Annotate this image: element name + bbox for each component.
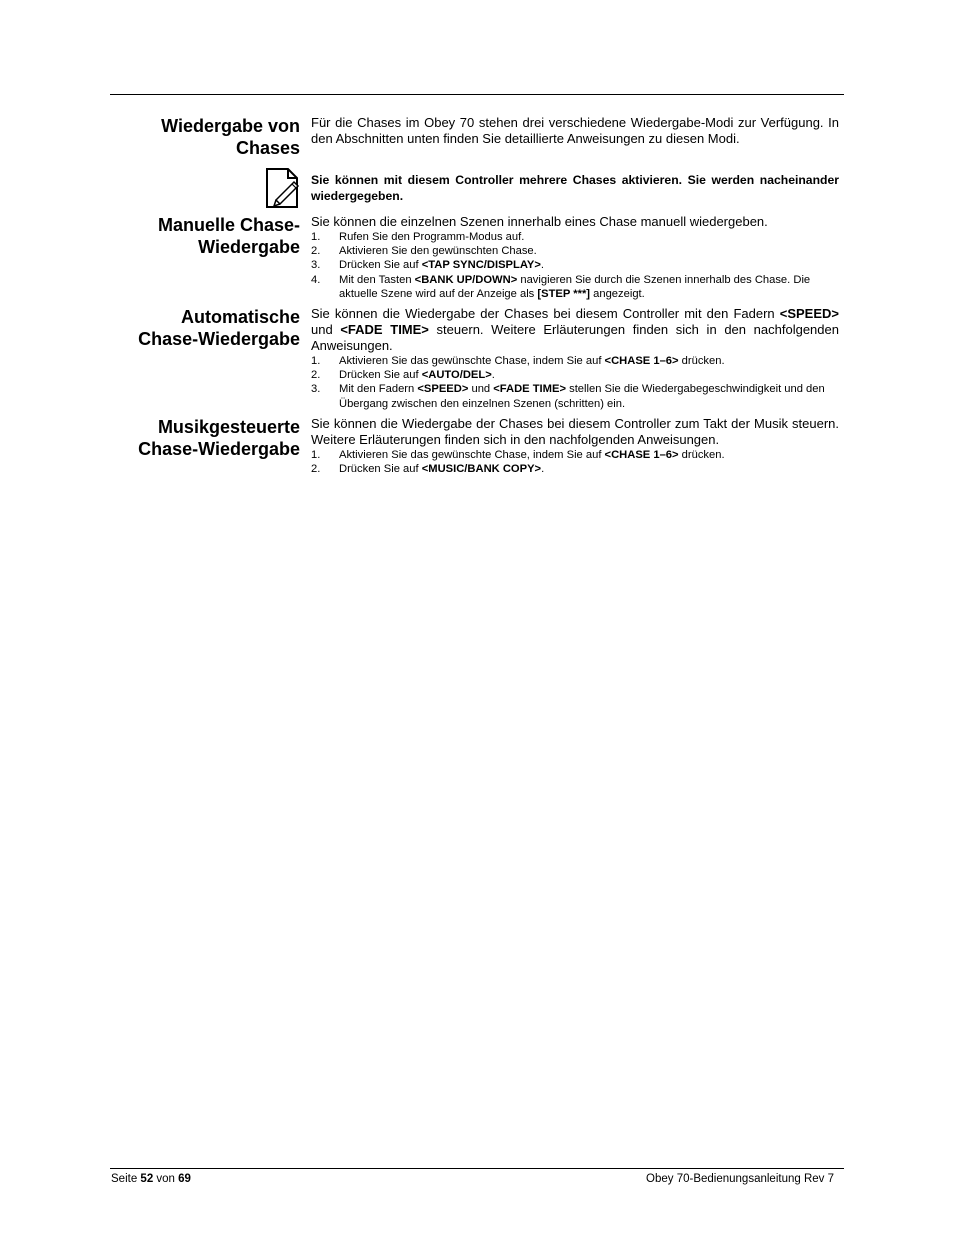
steps-list [311, 230, 839, 301]
list-item [311, 462, 839, 476]
note-block [311, 172, 839, 204]
control-name: <SPEED> [417, 383, 469, 396]
section-title-wiedergabe-von-chases: Wiedergabe von Chases [161, 116, 300, 158]
list-item [311, 368, 839, 382]
list-item-number: 3. [311, 259, 321, 272]
text-run: navigieren Sie durch die Szenen innerhalb des Chase. Die aktuelle Szene wird auf der Anzeige als [339, 273, 811, 300]
text-run: Drücken Sie auf [339, 369, 422, 382]
control-name: <TAP SYNC/DISPLAY> [421, 259, 541, 272]
footer-manual-title: Obey 70-Bedienungsanleitung Rev 7 [646, 1173, 834, 1185]
list-item-number: 1. [311, 231, 321, 243]
list-item [311, 273, 839, 301]
list-item-number: 3. [311, 383, 321, 396]
list-item [311, 382, 839, 410]
control-name: [STEP ***] [537, 287, 591, 300]
list-item-number: 1. [311, 355, 321, 367]
note-text: Sie können mit diesem Controller mehrere Chases aktivieren. Sie werden nacheinander wiedergegeben. [311, 173, 839, 203]
text-run: Mit den Tasten [339, 273, 415, 286]
section-body-manuelle-chase-wiedergabe [311, 214, 839, 301]
header-rule [110, 94, 844, 95]
section-intro [311, 306, 839, 354]
text-run: . [491, 369, 495, 382]
control-name: <MUSIC/BANK COPY> [421, 463, 542, 476]
text-run: angezeigt. [590, 287, 645, 300]
control-name: <AUTO/DEL> [421, 369, 492, 382]
note-pencil-icon [262, 167, 302, 209]
list-item [311, 258, 839, 272]
list-item-number: 2. [311, 369, 321, 382]
text-run: steuern. Weitere Erläuterungen finden sich in den nachfolgenden Anweisungen. [311, 322, 839, 353]
list-item-number: 1. [311, 449, 321, 461]
section-intro: Sie können die Wiedergabe der Chases bei diesem Controller zum Takt der Musik steuern. Weitere Erläuterungen finden sich in den nachfolgenden Anweisungen. [311, 416, 839, 447]
section-intro: Sie können die einzelnen Szenen innerhalb eines Chase manuell wiedergeben. [311, 214, 768, 229]
section-title-musikgesteuerte-chase-wiedergabe: Musikgesteuerte Chase-Wiedergabe [138, 417, 300, 459]
list-item-number: 2. [311, 463, 321, 476]
control-name: <BANK UP/DOWN> [414, 273, 518, 286]
text-run: Aktivieren Sie das gewünschte Chase, indem Sie auf [339, 355, 605, 367]
section-intro: Für die Chases im Obey 70 stehen drei verschiedene Wiedergabe-Modi zur Verfügung. In den Abschnitten unten finden Sie detaillierte Anweisungen zu diesen Modi. [311, 115, 839, 146]
text-run: . [541, 463, 545, 476]
text-run: drücken. [678, 355, 725, 367]
control-name: <FADE TIME> [493, 383, 566, 396]
text-run: Sie können die Wiedergabe der Chases bei diesem Controller mit den Fadern [311, 306, 780, 321]
footer-page-number: Seite 52 von 69 [111, 1173, 191, 1185]
section-body-musikgesteuerte-chase-wiedergabe [311, 416, 839, 476]
list-item [311, 448, 839, 462]
text-run: und [468, 383, 494, 396]
list-item [311, 354, 839, 368]
text-run: Aktivieren Sie das gewünschte Chase, indem Sie auf [339, 449, 605, 461]
steps-list [311, 354, 839, 411]
section-title-manuelle-chase-wiedergabe: Manuelle Chase- Wiedergabe [157, 215, 300, 257]
list-item-number: 2. [311, 245, 321, 258]
text-run: Rufen Sie den Programm-Modus auf. [339, 231, 525, 243]
section-body-wiedergabe-von-chases [311, 115, 839, 147]
list-item [311, 244, 839, 258]
list-item-number: 4. [311, 273, 321, 286]
text-run: Aktivieren Sie den gewünschten Chase. [339, 245, 537, 258]
text-run: und [311, 322, 341, 337]
control-name: <SPEED> [779, 306, 839, 321]
control-name: <FADE TIME> [340, 322, 429, 337]
text-run: Drücken Sie auf [339, 463, 422, 476]
text-run: . [540, 259, 544, 272]
text-run: Mit den Fadern [339, 383, 418, 396]
control-name: <CHASE 1–6> [604, 449, 679, 461]
section-title-automatische-chase-wiedergabe: Automatische Chase-Wiedergabe [138, 307, 300, 349]
control-name: <CHASE 1–6> [604, 355, 679, 367]
text-run: Drücken Sie auf [339, 259, 422, 272]
list-item [311, 230, 839, 244]
section-body-automatische-chase-wiedergabe [311, 306, 839, 411]
text-run: drücken. [678, 449, 725, 461]
text-run: stellen Sie die Wiedergabegeschwindigkeit und den Übergang zwischen den einzelnen Szenen (schritten) ein. [339, 383, 825, 410]
footer-rule [110, 1168, 844, 1169]
steps-list [311, 448, 839, 476]
